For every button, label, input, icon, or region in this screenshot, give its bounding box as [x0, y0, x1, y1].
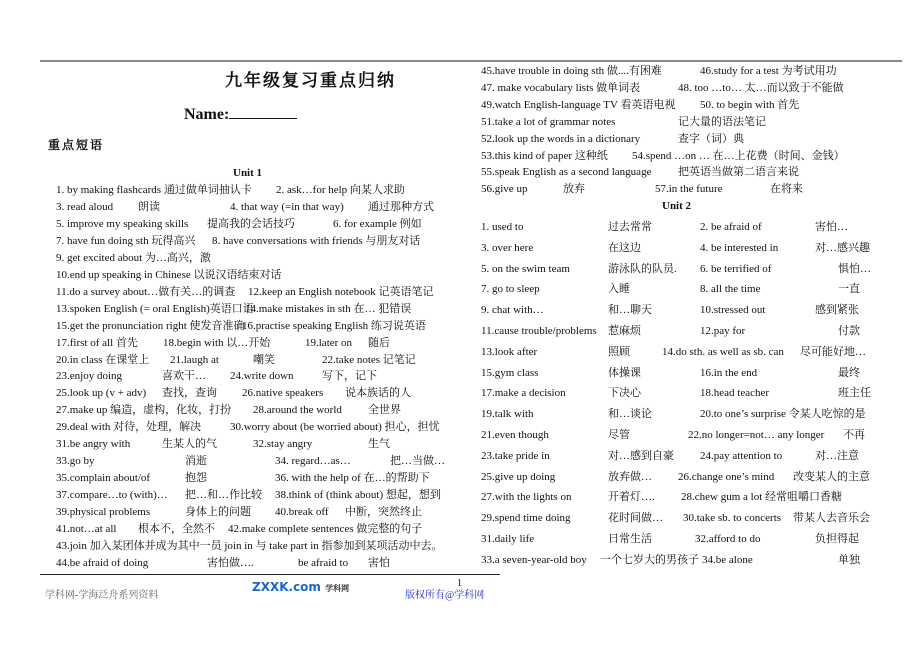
phrase-english: 全世界	[368, 404, 401, 417]
phrase-english: 29.deal with 对待，处理，解决	[56, 421, 202, 434]
phrase-english: 44.be afraid of doing	[56, 556, 149, 569]
phrase-entry: 过去常常	[608, 221, 652, 233]
footer-copyright[interactable]: 版权所有@学科网	[405, 590, 485, 601]
logo-text: ZXXK.com	[252, 580, 321, 594]
phrase-entry: 46.study for a test 为考试用功	[700, 65, 837, 77]
phrase-entry: 付款	[838, 325, 860, 337]
zxxk-logo	[252, 580, 349, 594]
phrase-entry: 入睡	[608, 283, 630, 296]
phrase-entry: 8. have conversations with friends 与朋友对话	[212, 234, 421, 247]
phrase-entry: 记大量的语法笔记	[678, 115, 766, 128]
phrase-entry: 28.around the world	[253, 404, 342, 417]
phrase-entry: 18.begin with 以…开始	[163, 336, 271, 349]
phrase-entry: 班主任	[838, 387, 871, 400]
phrase-entry: 14.make mistakes in sth 在… 犯错误	[245, 302, 412, 315]
footer-rule	[40, 574, 500, 575]
phrase-english: 11.cause trouble/problems	[481, 325, 597, 337]
phrase-english: 30.take sb. to concerts	[683, 512, 782, 525]
phrase-english: 49.watch English-language TV 看英语电视	[481, 98, 676, 111]
phrase-entry: 负担得起	[815, 533, 859, 545]
phrase-entry: 21.laugh at	[170, 353, 219, 366]
phrase-english: 26.change one’s mind	[678, 470, 775, 483]
phrase-english: 56.give up	[481, 183, 528, 196]
phrase-entry: 48. too …to… 太…而以致于不能做	[678, 81, 844, 94]
phrase-entry: 通过那种方式	[368, 200, 434, 213]
phrase-entry: 写下，记下	[322, 370, 377, 383]
phrase-entry: 对…注意	[815, 449, 859, 462]
phrase-english: 25.give up doing	[481, 470, 556, 483]
phrase-entry: 把英语当做第二语言来说	[678, 166, 799, 179]
phrase-entry: 感到紧张	[815, 304, 859, 317]
phrase-english: 5. improve my speaking skills	[56, 217, 189, 230]
phrase-english: 3. read aloud	[56, 200, 114, 213]
phrase-english: 21.even though	[481, 429, 549, 441]
phrase-english: 18.head teacher	[700, 387, 770, 400]
phrase-english: 23.take pride in	[481, 449, 550, 462]
phrase-entry: 游泳队的队员.	[608, 262, 677, 275]
phrase-english: 35.complain about/of	[56, 472, 151, 485]
phrase-entry: 随后	[368, 336, 390, 349]
phrase-english: 39.physical problems	[56, 506, 151, 519]
phrase-entry: 把…和…作比较	[185, 489, 262, 502]
phrase-english: 7. have fun doing sth 玩得高兴	[56, 234, 196, 247]
phrase-entry: 43.join 加入某团体并成为其中一员 join in 与 take part in 指参加到某项活动中去。	[56, 539, 443, 552]
phrase-entry: 一直	[838, 283, 860, 296]
phrase-english: 26.native speakers	[242, 387, 324, 400]
phrase-entry: 朗读	[138, 200, 160, 213]
phrase-entry: 放弃	[563, 183, 585, 196]
phrase-english: 5. on the swim team	[481, 262, 570, 275]
phrase-entry: 2. ask…for help 向某人求助	[276, 184, 405, 196]
phrase-english: 40.break off	[275, 506, 329, 519]
phrase-english: 22.no longer=not… any longer	[688, 429, 825, 441]
phrase-english: 27.make up 编造，虚构，化妆，打扮	[56, 404, 232, 417]
phrase-english: 13.look after	[481, 345, 538, 358]
phrase-entry: 生气	[368, 438, 390, 451]
phrase-entry: 惧怕…	[838, 262, 871, 275]
phrase-entry: 花时间做…	[608, 512, 663, 525]
phrase-entry: 改变某人的主意	[793, 470, 870, 483]
name-blank	[229, 104, 297, 119]
phrase-entry: 在将来	[770, 183, 803, 196]
phrase-entry: 害怕	[368, 556, 390, 569]
phrase-english: 11.do a survey about…做有关…的调查	[56, 285, 236, 298]
phrase-entry: 54.spend …on … 在…上花费（时间、金钱）	[632, 149, 845, 162]
phrase-english: 1. used to	[481, 221, 524, 233]
page-number: 1	[457, 578, 462, 589]
phrase-english: 20.in class 在课堂上	[56, 353, 150, 366]
phrase-english: 31.be angry with	[56, 438, 131, 451]
phrase-english: 57.in the future	[655, 183, 723, 196]
unit-1-heading: Unit 1	[233, 167, 263, 179]
phrase-entry: 带某人去音乐会	[793, 512, 870, 525]
phrase-english: 14.do sth. as well as sb. can	[662, 345, 784, 358]
phrase-entry: 害怕做….	[207, 556, 254, 569]
phrase-english: 32.afford to do	[695, 533, 761, 545]
phrase-english: 7. go to sleep	[481, 283, 540, 296]
phrase-english: 16.in the end	[700, 366, 758, 379]
phrase-entry: 一个七岁大的男孩子	[600, 553, 699, 566]
phrase-english: 45.have trouble in doing sth 做....有困难	[481, 65, 662, 77]
top-rule	[40, 60, 902, 62]
phrase-english: 17.first of all 首先	[56, 336, 138, 349]
phrase-english: 15.gym class	[481, 366, 539, 379]
phrase-english: 38.think of (think about) 想起，想到	[275, 489, 441, 502]
phrase-entry: 放弃做…	[608, 470, 652, 483]
phrase-english: 27.with the lights on	[481, 491, 572, 504]
phrase-english: 31.daily life	[481, 533, 535, 545]
phrase-entry: 惹麻烦	[608, 325, 641, 337]
phrase-english: 13.spoken English (= oral English)英语口语	[56, 302, 254, 315]
phrase-entry: 抱怨	[185, 472, 207, 485]
phrase-entry: 查找，查询	[162, 387, 217, 400]
phrase-entry: 开着灯….	[608, 491, 655, 504]
phrase-english: 6. be terrified of	[700, 262, 772, 275]
phrase-entry: 身体上的问题	[185, 506, 251, 519]
phrase-entry: 50. to begin with 首先	[700, 98, 800, 111]
phrase-english: 嘲笑	[253, 353, 275, 366]
phrase-entry: 喜欢干…	[162, 370, 206, 383]
phrase-english: 51.take a lot of grammar notes	[481, 115, 616, 128]
phrase-english: 19.talk with	[481, 408, 534, 421]
phrase-entry: 30.worry about (be worried about) 担心，担忧	[230, 421, 440, 434]
phrase-entry: 说本族话的人	[345, 387, 411, 400]
phrase-entry: 单独	[838, 553, 860, 566]
phrase-entry: 和…聊天	[608, 304, 652, 317]
phrase-entry: 把…当做…	[390, 455, 445, 468]
phrase-entry: 中断，突然终止	[345, 506, 422, 519]
phrase-entry: 尽管	[608, 429, 630, 441]
phrase-english: 47. make vocabulary lists 做单词表	[481, 81, 641, 94]
phrase-entry: 照顾	[608, 345, 630, 358]
phrase-english: 33.go by	[56, 455, 95, 468]
name-label: Name:	[184, 106, 230, 123]
phrase-english: 25.look up (v + adv)	[56, 387, 147, 400]
phrase-english: 4. that way (=in that way)	[230, 200, 344, 213]
phrase-entry: 12.keep an English notebook 记英语笔记	[248, 285, 434, 298]
phrase-english: 6. for example 例如	[333, 217, 422, 230]
phrase-entry: 查字（词）典	[678, 132, 744, 145]
phrase-entry: 下决心	[608, 387, 641, 400]
phrase-english: 52.look up the words in a dictionary	[481, 132, 641, 145]
phrase-entry: 体操课	[608, 366, 641, 379]
phrase-english: 20.to one’s surprise 令某人吃惊的是	[700, 408, 866, 421]
phrase-entry: 在这边	[608, 241, 641, 254]
phrase-english: 19.later on	[305, 336, 353, 349]
phrase-english: 34.be alone	[702, 553, 753, 566]
phrase-english: 33.a seven-year-old boy	[481, 553, 587, 566]
phrase-entry: 对…感到自豪	[608, 449, 674, 462]
phrase-english: 15.get the pronunciation right 使发音准确	[56, 319, 245, 332]
phrase-english: 53.this kind of paper 这种纸	[481, 149, 608, 162]
phrase-english: 23.enjoy doing	[56, 370, 122, 383]
phrase-english: 55.speak English as a second language	[481, 166, 652, 179]
phrase-english: 9. chat with…	[481, 304, 544, 317]
phrase-english: 32.stay angry	[253, 438, 313, 451]
phrase-entry: 根本不，全然不	[138, 523, 215, 535]
name-field	[184, 104, 297, 124]
phrase-entry: 消逝	[185, 455, 207, 468]
phrase-entry: 9. get excited about 为…高兴，激	[56, 251, 211, 264]
phrase-entry: 害怕…	[815, 221, 848, 233]
phrase-english: 29.spend time doing	[481, 512, 571, 525]
phrase-english: 17.make a decision	[481, 387, 566, 400]
phrase-english: 10.stressed out	[700, 304, 766, 317]
phrase-entry: 16.practise speaking English 练习说英语	[242, 319, 426, 332]
phrase-english: 28.chew gum a lot 经常咀嚼口香糖	[681, 491, 843, 504]
phrase-english: 3. over here	[481, 241, 534, 254]
phrase-english: 41.not…at all	[56, 523, 117, 535]
phrase-entry: 不再	[843, 429, 865, 441]
logo-sub: 学科网	[325, 584, 350, 593]
phrase-entry: 提高我的会话技巧	[207, 217, 295, 230]
footer-source: 学科网-学海泛舟系列资料	[45, 590, 159, 601]
phrase-entry: 对…感兴趣	[815, 241, 870, 254]
phrase-entry: 22.take notes 记笔记	[322, 353, 416, 366]
phrase-english: 42.make complete sentences 做完整的句子	[228, 523, 423, 535]
phrase-entry: 10.end up speaking in Chinese 以说汉语结束对话	[56, 268, 282, 281]
phrase-english: 1. by making flashcards 通过做单词抽认卡	[56, 184, 252, 196]
phrase-english: 8. all the time	[700, 283, 761, 296]
phrase-english: be afraid to	[298, 556, 349, 569]
phrase-entry: 和…谈论	[608, 408, 652, 421]
phrase-english: 36. with the help of 在…的帮助下	[275, 472, 430, 485]
phrase-english: 24.write down	[230, 370, 294, 383]
section-heading: 重点短语	[48, 138, 105, 152]
phrase-english: 34. regard…as…	[275, 455, 351, 468]
phrase-entry: 尽可能好地…	[800, 345, 866, 358]
phrase-entry: 最终	[838, 366, 860, 379]
phrase-english: 4. be interested in	[700, 241, 779, 254]
phrase-english: 12.pay for	[700, 325, 746, 337]
page-title: 九年级复习重点归纳	[225, 71, 396, 91]
phrase-english: 24.pay attention to	[700, 449, 783, 462]
phrase-entry: 生某人的气	[162, 438, 217, 451]
phrase-english: 2. be afraid of	[700, 221, 762, 233]
unit-2-heading: Unit 2	[662, 200, 692, 212]
phrase-english: 37.compare…to (with)…	[56, 489, 168, 502]
phrase-entry: 日常生活	[608, 533, 652, 545]
